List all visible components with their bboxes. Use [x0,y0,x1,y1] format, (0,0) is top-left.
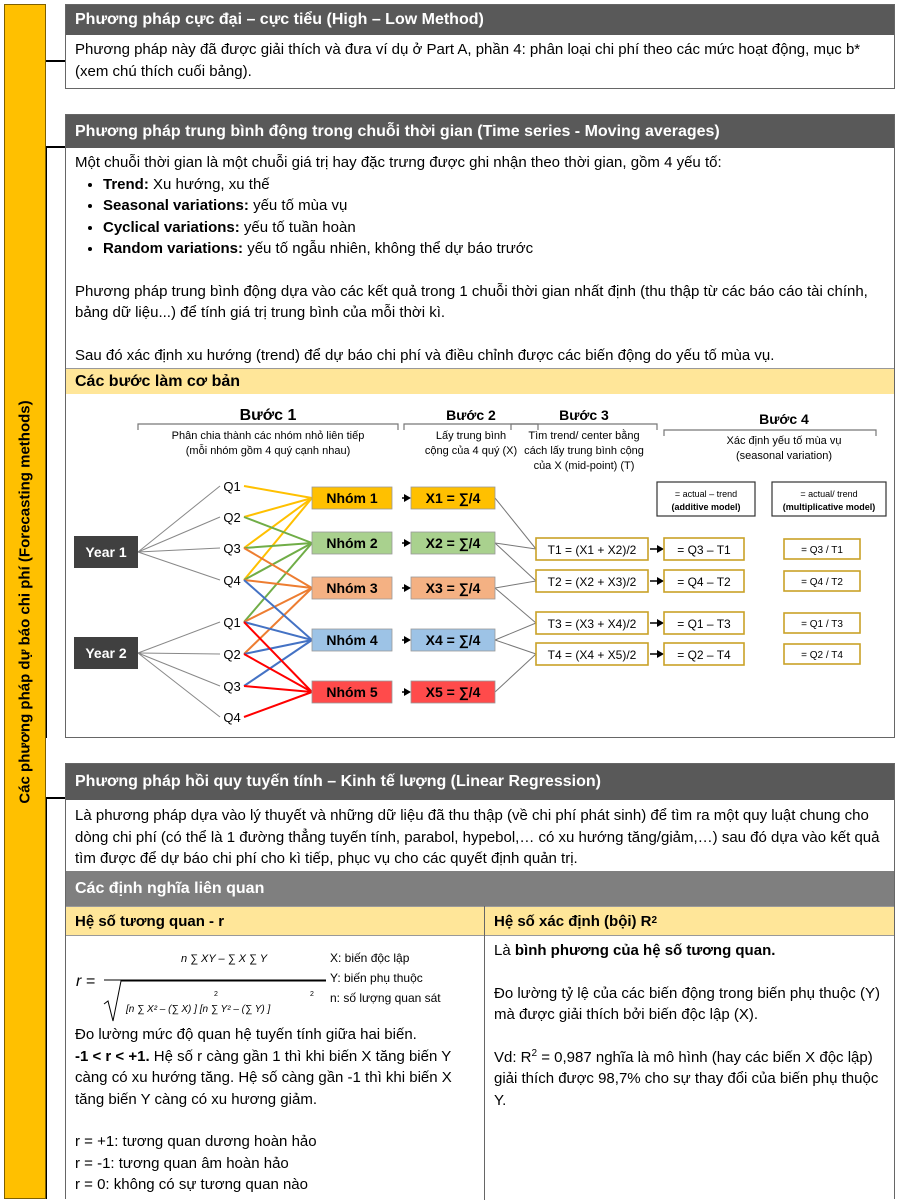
multiplicative-label: = Q1 / T3 [801,619,843,630]
multiplicative-label: = Q2 / T4 [801,650,843,661]
average-label: X2 = ∑/4 [425,535,481,551]
moving-avg-para3: Sau đó xác định xu hướng (trend) để dự báo chi phí và điều chỉnh được các biến động do yếu tố mùa vụ. [75,346,775,364]
definitions-title: Các định nghĩa liên quan [66,871,894,906]
regression-title: Phương pháp hồi quy tuyến tính – Kinh tế lượng (Linear Regression) [66,764,894,800]
year-label: Year 1 [85,544,127,560]
arrow-head [657,545,664,553]
formula-numerator: n ∑ XY – ∑ X ∑ Y [180,953,268,965]
step3-desc: Tìm trend/ center bằng [528,430,640,442]
r-case: r = -1: tương quan âm hoàn hảo [75,1154,289,1172]
group-label: Nhóm 4 [326,632,378,648]
average-label: X5 = ∑/4 [425,684,481,700]
quarter-label: Q3 [223,541,241,556]
r2-column [485,906,894,1200]
trend-label: T1 = (X1 + X2)/2 [547,543,637,557]
group-quarter-link [244,543,312,580]
connector-line [46,799,47,1199]
arrow-head [404,636,411,644]
r-description [66,1024,484,1200]
r2-text: Là bình phương của hệ số tương quan. [494,942,776,959]
additive-model-label: (additive model) [671,502,741,512]
step1-title: Bước 1 [239,407,297,424]
regression-section [65,763,895,1199]
step2-desc: cộng của 4 quý (X) [424,445,518,457]
average-trend-link [495,581,536,588]
arrow-head [657,619,664,627]
arrow-head [657,577,664,585]
sidebar-title: Các phương pháp dự báo chi phí (Forecasting methods) [16,399,34,804]
step3-desc: của X (mid-point) (T) [533,460,635,472]
legend-item: Y: biến phụ thuộc [330,971,423,985]
average-trend-link [495,623,536,640]
year-label: Year 2 [85,645,127,661]
moving-avg-intro: Một chuỗi thời gian là một chuỗi giá trị hay đặc trưng được ghi nhận theo thời gian, gồm 4 yếu tố: [75,154,722,171]
list-item: • Cyclical variations: yếu tố tuần hoàn [103,217,885,239]
group-quarter-link [244,588,312,654]
moving-avg-body [66,148,894,370]
connector-tick [46,797,65,799]
average-trend-link [495,640,536,654]
additive-label: = Q1 – T3 [677,617,731,631]
group-quarter-link [244,543,312,548]
average-label: X3 = ∑/4 [425,580,481,596]
r2-title: Hệ số xác định (bội) R 2 [485,906,894,936]
quarter-label: Q2 [223,510,241,525]
connector-tick [46,146,65,148]
high-low-title: Phương pháp cực đại – cực tiểu (High – Low Method) [66,5,894,35]
group-label: Nhóm 5 [326,684,378,700]
step2-desc: Lấy trung bình [435,430,507,442]
additive-label: = Q3 – T1 [677,543,731,557]
average-trend-link [495,543,536,581]
legend-item: X: biến độc lập [330,951,410,965]
group-quarter-link [244,622,312,692]
additive-label: = Q4 – T2 [677,575,731,589]
step1-desc: (mỗi nhóm gồm 4 quý cạnh nhau) [185,445,351,457]
group-quarter-link [244,486,312,498]
step4-title: Bước 4 [759,411,809,427]
svg-text:[n ∑ X² – (∑ X) ] [n ∑ Y² –: [n ∑ X² – (∑ X) ] [n ∑ Y² – (∑ Y) ] [126,1004,271,1015]
quarter-label: Q1 [223,615,241,630]
r-text: Đo lường mức độ quan hệ tuyến tính giữa hai biến. [75,1026,417,1043]
definitions-columns [66,906,894,1200]
step3-title: Bước 3 [559,407,609,423]
year-quarter-link [138,622,220,653]
trend-label: T4 = (X4 + X5)/2 [547,648,637,662]
trend-label: T2 = (X2 + X3)/2 [547,575,637,589]
step1-desc: Phân chia thành các nhóm nhỏ liên tiếp [171,430,365,442]
r2-example: Vd: $R^2 = 0,987$ nghĩa là mô hình (hay các biến X độc lập) giải thích được 98,7% cho sự thay đổi của biến phụ thuộc Y. [494,1047,879,1109]
r-column [66,906,485,1200]
step4-desc: Xác định yếu tố mùa vụ [726,435,842,447]
additive-model-label: = actual – trend [674,489,738,499]
average-label: X4 = ∑/4 [425,632,481,648]
r-formula [66,936,484,1024]
year-quarter-link [138,552,220,580]
quarter-label: Q2 [223,647,241,662]
r2-description [485,936,894,1115]
legend-item: n: số lượng quan sát [330,991,441,1005]
list-item: • Seasonal variations: yếu tố mùa vụ [103,195,885,217]
r-case: r = 0: không có sự tương quan nào [75,1176,308,1193]
group-quarter-link [244,588,312,622]
multiplicative-model-label: (multiplicative model) [782,502,876,512]
formula-lhs: r = [76,973,96,990]
arrow-head [404,539,411,547]
high-low-section [65,4,895,89]
quarter-label: Q4 [223,573,241,588]
trend-label: T3 = (X3 + X4)/2 [547,617,637,631]
year-quarter-link [138,548,220,552]
group-label: Nhóm 3 [326,580,378,596]
step4-desc: (seasonal variation) [736,450,832,462]
r-title: Hệ số tương quan - r [66,906,484,936]
moving-avg-section [65,114,895,738]
group-label: Nhóm 1 [326,490,378,506]
regression-text: Là phương pháp dựa vào lý thuyết và những dữ liệu đã thu thập (về chi phí phát sinh) để tìm ra một quy luật chung cho dòng chi phí (có thể là 1 đường thẳng tuyến tính, parabol, hypebol,… có xu hướng tăng/giảm,…) sau đó dựa vào kết quả tìm được để dự báo chi phí cho kì tiếp, phục vụ cho các quyết định quản trị. [75,807,880,867]
quarter-label: Q3 [223,679,241,694]
list-item: • Random variations: yếu tố ngẫu nhiên, không thể dự báo trước [103,238,885,260]
step2-title: Bước 2 [446,407,496,423]
connector-line [46,148,47,738]
moving-avg-title: Phương pháp trung bình động trong chuỗi thời gian (Time series - Moving averages) [66,115,894,148]
year-quarter-link [138,653,220,717]
group-label: Nhóm 2 [326,535,378,551]
arrow-head [404,494,411,502]
multiplicative-label: = Q4 / T2 [801,577,843,588]
moving-average-diagram [66,394,894,736]
list-item: • Trend: Xu hướng, xu thế [103,174,885,196]
arrow-head [404,584,411,592]
average-label: X1 = ∑/4 [425,490,481,506]
multiplicative-model-label: = actual/ trend [800,489,858,499]
quarter-label: Q1 [223,479,241,494]
multiplicative-label: = Q3 / T1 [801,545,843,556]
connector-tick [46,60,65,62]
r-text: -1 < r < +1. Hệ số r càng gần 1 thì khi biến X tăng biến Y càng có xu hướng tăng. Hệ số càng gần -1 thì khi biến X tăng biến Y càng có xu hương giảm. [75,1047,452,1108]
r-case: r = +1: tương quan dương hoàn hảo [75,1133,317,1150]
arrow-head [404,688,411,696]
average-trend-link [495,654,536,692]
additive-label: = Q2 – T4 [677,648,731,662]
svg-text:2: 2 [214,991,218,998]
high-low-text: Phương pháp này đã được giải thích và đưa ví dụ ở Part A, phần 4: phân loại chi phí theo các mức hoạt động, mục b* (xem chú thích cuối bảng). [75,41,861,80]
correlation-formula [74,942,334,1026]
step3-desc: cách lấy trung bình cộng [524,445,644,457]
moving-avg-para2: Phương pháp trung bình động dựa vào các kết quả trong 1 chuỗi thời gian nhất định (thu thập từ các báo cáo tài chính, bảng dữ liệu...) để tính giá trị trung bình của mỗi thời kì. [75,282,868,321]
average-trend-link [495,498,536,549]
variable-legend [330,948,441,1008]
svg-text:2: 2 [310,991,314,998]
arrow-head [657,650,664,658]
group-quarter-link [244,692,312,717]
year-quarter-link [138,653,220,654]
steps-title: Các bước làm cơ bản [66,368,894,394]
r2-text: Đo lường tỷ lệ của các biến động trong biến phụ thuộc (Y) mà được giải thích bởi biến độc lập (X). [494,984,880,1023]
year-quarter-link [138,653,220,686]
sidebar [4,4,46,1199]
quarter-label: Q4 [223,710,241,725]
average-trend-link [495,588,536,623]
group-quarter-link [244,498,312,517]
year-quarter-link [138,486,220,552]
component-list [75,174,885,260]
year-quarter-link [138,517,220,552]
